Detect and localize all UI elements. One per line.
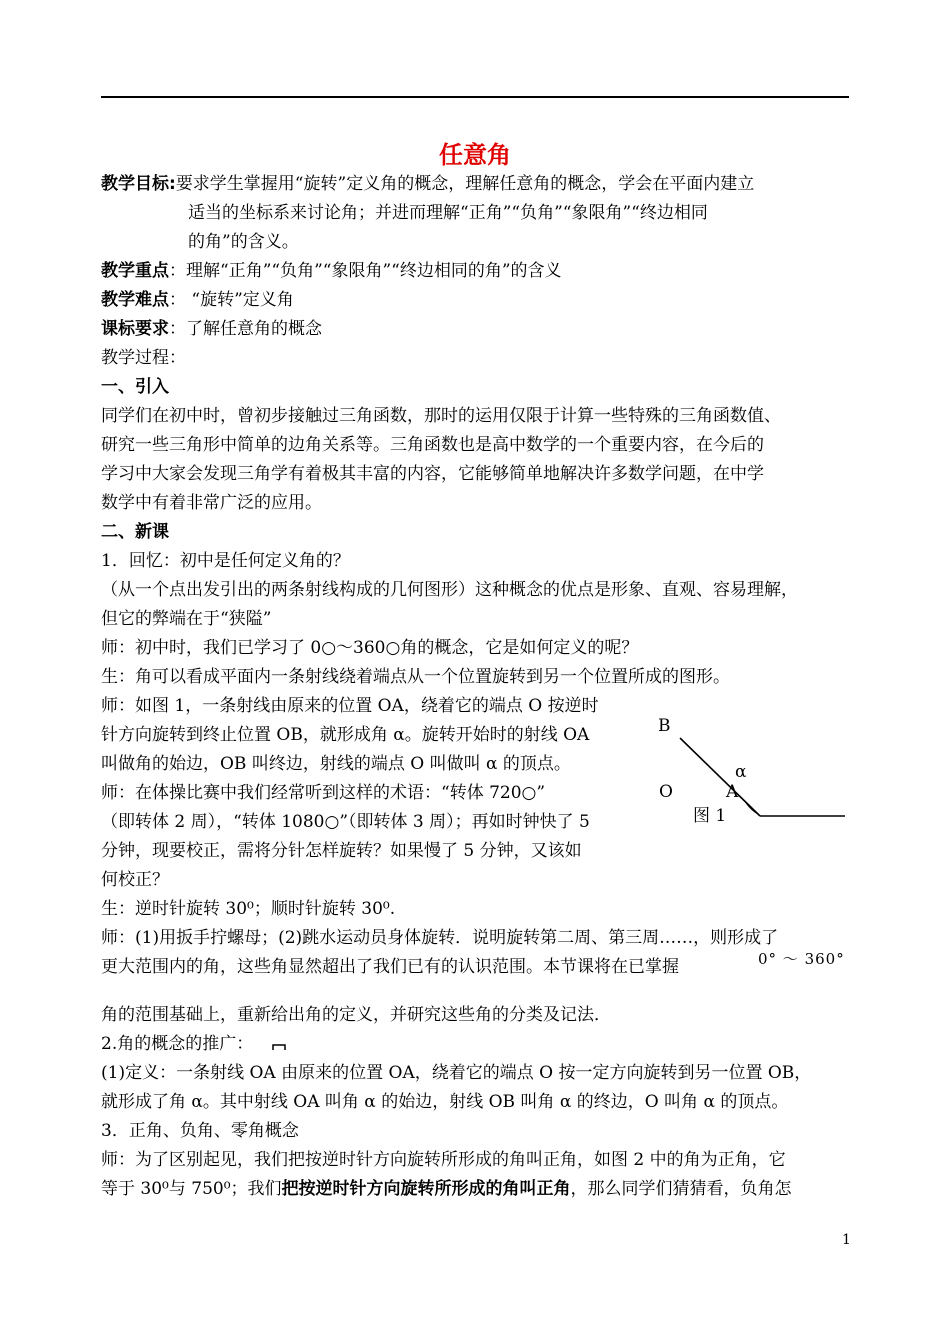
ray-ob — [680, 738, 760, 816]
section1-line: 数学中有着非常广泛的应用。 — [101, 493, 322, 513]
standard-line — [101, 317, 322, 341]
key-points-text: ：理解“正角”“负角”“象限角”“终边相同的角”的含义 — [169, 261, 562, 281]
angle-diagram — [652, 708, 862, 838]
process-label: 教学过程： — [101, 348, 186, 368]
last-line-suffix: ，那么同学们猜猜看，负角怎 — [570, 1179, 792, 1199]
key-points-label: 教学重点 — [101, 261, 169, 281]
label-a: A — [726, 782, 739, 802]
section2-line: 2.角的概念的推广： — [101, 1034, 254, 1054]
header-rule — [101, 96, 849, 98]
section2-heading: 二、新课 — [101, 522, 169, 542]
section1-line: 研究一些三角形中简单的边角关系等。三角函数也是高中数学的一个重要内容，在今后的 — [101, 435, 764, 455]
figure-1 — [652, 708, 862, 838]
section2-line: 3．正角、负角、零角概念 — [101, 1121, 299, 1141]
section2-line: （从一个点出发引出的两条射线构成的几何图形）这种概念的优点是形象、直观、容易理解， — [101, 580, 798, 600]
section2-line: 师：在体操比赛中我们经常听到这样的术语：“转体 720○” — [101, 783, 546, 803]
section2-line: 就形成了角 α。其中射线 OA 叫角 α 的始边，射线 OB 叫角 α 的终边，O 叫角 α 的顶点。 — [101, 1092, 789, 1112]
section2-last-line — [101, 1177, 792, 1201]
section2-line: 叫做角的始边，OB 叫终边，射线的端点 O 叫做叫 α 的顶点。 — [101, 754, 571, 774]
objectives-text-1: 要求学生掌握用“旋转”定义角的概念，理解任意角的概念，学会在平面内建立 — [175, 174, 755, 194]
arc-symbol-icon — [272, 1043, 286, 1051]
section2-line: 分钟，现要校正，需将分针怎样旋转？如果慢了 5 分钟，又该如 — [101, 841, 582, 861]
objectives-line-1 — [101, 172, 754, 196]
section2-line: 角的范围基础上，重新给出角的定义，并研究这些角的分类及记法． — [101, 1005, 611, 1025]
page-number: 1 — [842, 1232, 851, 1248]
section2-line: （即转体 2 周），“转体 1080○”（即转体 3 周）；再如时钟快了 5 — [101, 812, 590, 832]
section2-line: 但它的弊端在于“狭隘” — [101, 609, 272, 629]
label-alpha: α — [735, 762, 747, 782]
last-line-prefix: 等于 30⁰与 750⁰；我们 — [101, 1179, 282, 1199]
section1-line: 同学们在初中时，曾初步接触过三角函数，那时的运用仅限于计算一些特殊的三角函数值、 — [101, 406, 781, 426]
label-o: O — [659, 782, 673, 802]
page-title: 任意角 — [439, 141, 511, 169]
difficulties-text: ： “旋转”定义角 — [169, 290, 294, 310]
figure-caption: 图 1 — [693, 806, 727, 826]
section2-line: 生：逆时针旋转 30⁰；顺时针旋转 30⁰. — [101, 899, 396, 919]
standard-label: 课标要求 — [101, 319, 169, 339]
objectives-line-2: 适当的坐标系来讨论角；并进而理解“正角”“负角”“象限角”“终边相同 — [188, 203, 708, 223]
difficulties-label: 教学难点 — [101, 290, 169, 310]
section2-line: 师：如图 1，一条射线由原来的位置 OA，绕着它的端点 O 按逆时 — [101, 696, 599, 716]
section1-heading: 一、引入 — [101, 377, 169, 397]
section2-line: 生：角可以看成平面内一条射线绕着端点从一个位置旋转到另一个位置所成的图形。 — [101, 667, 730, 687]
section1-line: 学习中大家会发现三角学有着极其丰富的内容，它能够简单地解决许多数学问题，在中学 — [101, 464, 764, 484]
section2-line: (1)定义：一条射线 OA 由原来的位置 OA，绕着它的端点 O 按一定方向旋转到另一位置 OB， — [101, 1063, 812, 1083]
objectives-label: 教学目标: — [101, 174, 176, 194]
angle-range-formula: 0° ～ 360° — [758, 950, 845, 968]
section2-line: 师：为了区别起见，我们把按逆时针方向旋转所形成的角叫正角，如图 2 中的角为正角，它 — [101, 1150, 786, 1170]
positive-angle-definition: 把按逆时针方向旋转所形成的角叫正角 — [281, 1179, 571, 1199]
section2-line: 何校正？ — [101, 870, 169, 890]
key-points-line — [101, 259, 562, 283]
section2-line: 师：初中时，我们已学习了 0○～360○角的概念，它是如何定义的呢？ — [101, 638, 639, 658]
section2-line: 1．回忆：初中是任何定义角的？ — [101, 551, 350, 571]
section2-line: 针方向旋转到终止位置 OB，就形成角 α。旋转开始时的射线 OA — [101, 725, 590, 745]
section2-line: 师：(1)用扳手拧螺母；(2)跳水运动员身体旋转．说明旋转第二周、第三周……，则形成了 — [101, 928, 779, 948]
section2-line: 更大范围内的角，这些角显然超出了我们已有的认识范围。本节课将在已掌握 — [101, 957, 679, 977]
standard-text: ：了解任意角的概念 — [169, 319, 322, 339]
objectives-line-3: 的角”的含义。 — [188, 232, 299, 252]
difficulties-line — [101, 288, 294, 312]
label-b: B — [658, 716, 671, 736]
